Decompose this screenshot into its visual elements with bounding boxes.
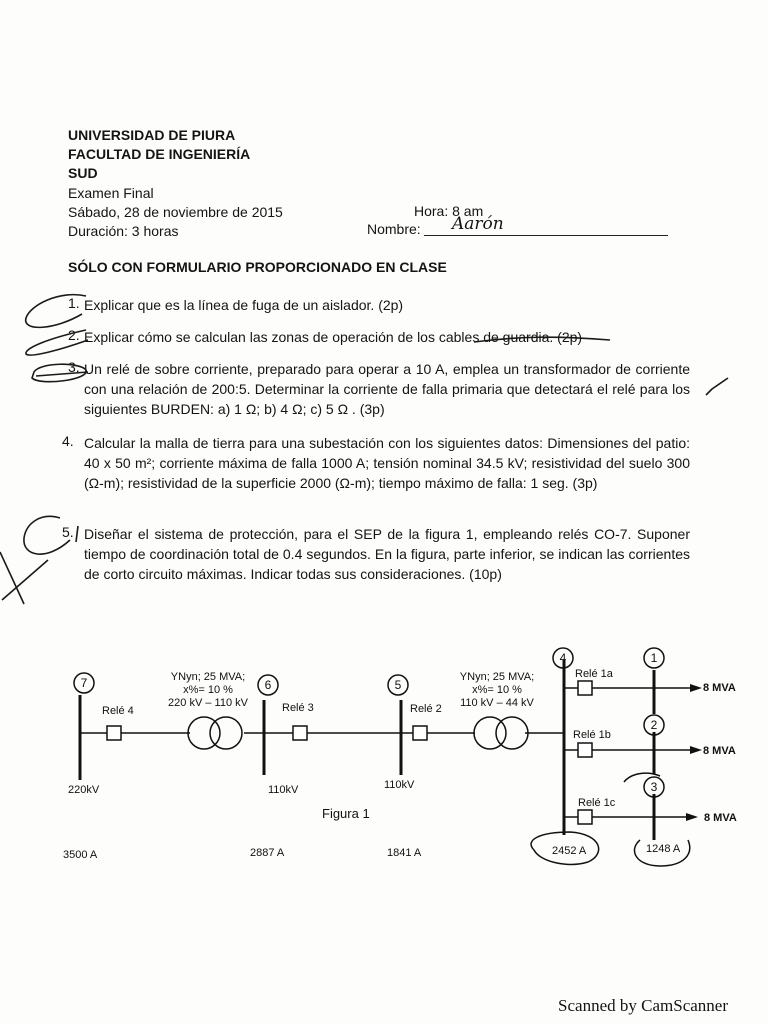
single-line-diagram <box>0 640 768 880</box>
load-1-arrow <box>690 684 702 692</box>
relay-2-label: Relé 2 <box>410 703 442 715</box>
question-2-number: 2. <box>68 327 80 343</box>
load-3-label: 8 MVA <box>704 812 737 824</box>
mark-underline <box>474 337 610 342</box>
name-label: Nombre: <box>367 221 421 237</box>
bus-4-label: 4 <box>559 651 567 665</box>
relay-1a-label: Relé 1a <box>575 668 613 680</box>
relay-1b-box <box>578 743 592 757</box>
question-5-number: 5. <box>62 524 74 540</box>
faculty-title: FACULTAD DE INGENIERÍA <box>68 146 251 162</box>
voltage-110-bus5: 110kV <box>384 779 415 791</box>
bus-7-label: 7 <box>80 676 88 690</box>
question-4-text: Calcular la malla de tierra para una subestación con los siguientes datos: Dimensiones del patio: 40 x 50 m²; corriente máxima de falla 1000 A; tensión nominal 34.5 kV; resistividad del suelo 300 (Ω-m); resistividad de la superficie 2000 (Ω-m); tiempo máximo de falla: 1 seg. (3p) <box>84 435 690 491</box>
current-bus5: 1841 A <box>387 847 422 859</box>
figure-caption: Figura 1 <box>322 806 370 821</box>
exam-date: Sábado, 28 de noviembre de 2015 <box>68 204 283 220</box>
mark-q5-paren <box>76 526 78 542</box>
mark-check <box>706 378 728 395</box>
mark-q3-strike <box>36 372 88 376</box>
relay-3-label: Relé 3 <box>282 702 314 714</box>
load-3-arrow <box>686 813 698 821</box>
current-bus7: 3500 A <box>63 849 98 861</box>
tr-right-line3: 110 kV – 44 kV <box>460 697 534 709</box>
current-bus6: 2887 A <box>250 847 285 859</box>
relay-1a-box <box>578 681 592 695</box>
instruction: SÓLO CON FORMULARIO PROPORCIONADO EN CLASE <box>68 259 447 275</box>
load-1-label: 8 MVA <box>703 682 736 694</box>
exam-duration: Duración: 3 horas <box>68 223 179 239</box>
current-bus1: 1248 A <box>646 843 681 855</box>
question-5-text: Diseñar el sistema de protección, para el SEP de la figura 1, empleando relés CO-7. Suponer tiempo de coordinación total de 0.4 segundos. En la figura, parte inferior, se indican las corrientes de corto circuito máximas. Indicar todas sus consideraciones. (10p) <box>84 526 690 582</box>
campus-title: SUD <box>68 165 98 181</box>
question-2-text: Explicar cómo se calculan las zonas de operación de los cables de guardia. (2p) <box>84 329 583 345</box>
question-4-number: 4. <box>62 433 74 449</box>
bus-2-label: 2 <box>650 718 658 732</box>
load-2-arrow <box>690 746 702 754</box>
transformer-right-secondary <box>496 717 528 749</box>
load-2-label: 8 MVA <box>703 745 736 757</box>
tr-left-line3: 220 kV – 110 kV <box>168 697 248 709</box>
scanner-watermark: Scanned by CamScanner <box>558 996 728 1015</box>
mark-q5-loop <box>24 516 70 554</box>
tr-right-line2: x%= 10 % <box>472 684 522 696</box>
exam-type: Examen Final <box>68 185 154 201</box>
relay-2-box <box>413 726 427 740</box>
university-title: UNIVERSIDAD DE PIURA <box>68 127 236 143</box>
mark-q5-slash <box>0 552 24 604</box>
bus-6-label: 6 <box>264 678 272 692</box>
mark-q5-slash2 <box>2 560 48 600</box>
bus-3-label: 3 <box>650 780 658 794</box>
relay-3-box <box>293 726 307 740</box>
relay-4-box <box>107 726 121 740</box>
relay-1b-label: Relé 1b <box>573 729 611 741</box>
voltage-220: 220kV <box>68 784 100 796</box>
bus-5-label: 5 <box>394 678 402 692</box>
question-1-number: 1. <box>68 295 80 311</box>
tr-left-line2: x%= 10 % <box>183 684 233 696</box>
relay-1c-label: Relé 1c <box>578 797 616 809</box>
current-bus4: 2452 A <box>552 845 587 857</box>
question-3-text: Un relé de sobre corriente, preparado para operar a 10 A, emplea un transformador de corriente con una relación de 200:5. Determinar la corriente de falla primaria que detectará el relé para los siguientes BURDEN: a) 1 Ω; b) 4 Ω; c) 5 Ω . (3p) <box>84 361 690 417</box>
voltage-110-bus6: 110kV <box>268 784 299 796</box>
exam-time: Hora: 8 am <box>414 203 484 219</box>
mark-q1-loop <box>26 295 86 328</box>
relay-4-label: Relé 4 <box>102 705 134 717</box>
name-handwritten: Aarón <box>452 214 504 234</box>
question-3-number: 3. <box>68 359 80 375</box>
tr-left-line1: YNyn; 25 MVA; <box>170 671 246 683</box>
relay-1c-box <box>578 810 592 824</box>
bus-1-label: 1 <box>650 651 658 665</box>
transformer-left-secondary <box>210 717 242 749</box>
tr-right-line1: YNyn; 25 MVA; <box>459 671 535 683</box>
question-1-text: Explicar que es la línea de fuga de un aislador. (2p) <box>84 297 404 313</box>
mark-q2-loop <box>26 330 88 355</box>
